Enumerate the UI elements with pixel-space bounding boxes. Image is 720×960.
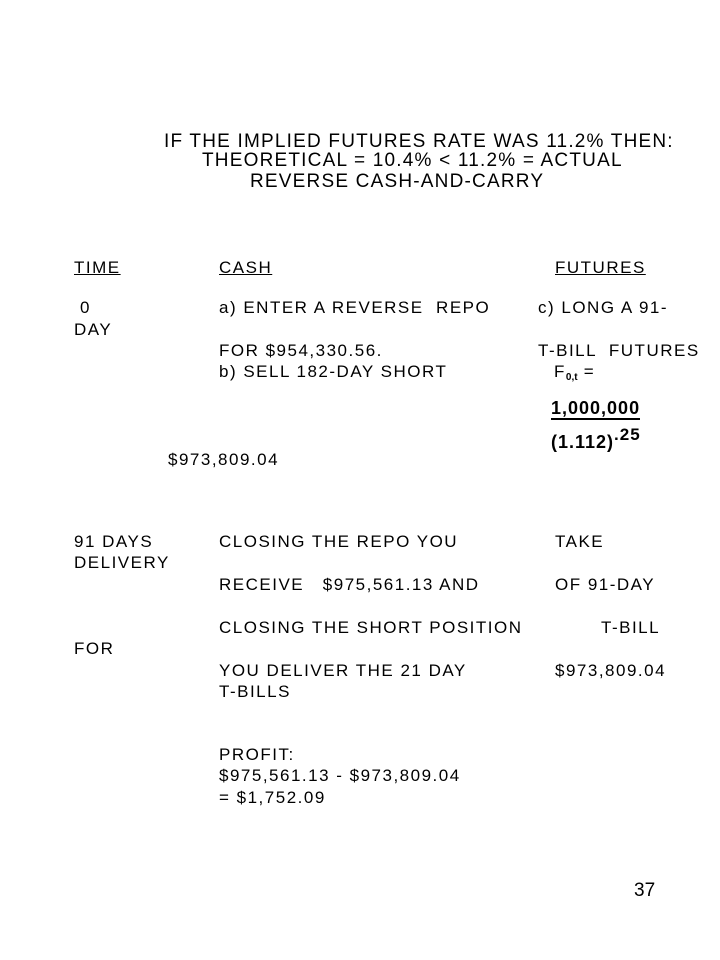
futures-price-formula-label [554, 362, 595, 388]
cash-step-a: a) ENTER A REVERSE REPO [219, 298, 491, 317]
time-zero: 0 [80, 298, 91, 317]
futures-price-amount: $973,809.04 [168, 450, 280, 469]
header-cash: CASH [219, 258, 273, 277]
formula-numerator: 1,000,000 [551, 398, 641, 418]
profit-calculation: $975,561.13 - $973,809.04 [219, 766, 461, 785]
formula-equals: = [577, 362, 596, 381]
futures-take: TAKE [555, 532, 605, 551]
formula-exponent: .25 [614, 425, 641, 444]
formula-f: F [554, 362, 566, 381]
futures-step-c: c) LONG A 91- [538, 298, 669, 317]
time-91-days: 91 DAYS [74, 532, 154, 551]
title-line-3: REVERSE CASH-AND-CARRY [250, 171, 545, 192]
futures-tbill-futures: T-BILL FUTURES [538, 341, 700, 360]
page-number: 37 [634, 880, 656, 901]
cash-deliver: YOU DELIVER THE 21 DAY [219, 661, 467, 680]
futures-for: FOR [74, 639, 115, 658]
profit-label: PROFIT: [219, 745, 295, 764]
cash-close-short: CLOSING THE SHORT POSITION [219, 618, 523, 637]
futures-of-91-day: OF 91-DAY [555, 575, 656, 594]
header-time: TIME [74, 258, 121, 277]
futures-tbill: T-BILL [601, 618, 661, 637]
profit-result: = $1,752.09 [219, 788, 326, 807]
cash-repo-amount: FOR $954,330.56. [219, 341, 383, 360]
futures-step-c-day: DAY [74, 320, 113, 339]
title-line-1: IF THE IMPLIED FUTURES RATE WAS 11.2% THEN: [164, 131, 674, 152]
cash-tbills: T-BILLS [219, 682, 291, 701]
cash-step-b: b) SELL 182-DAY SHORT [219, 362, 448, 381]
futures-amount: $973,809.04 [555, 661, 667, 680]
title-line-2: THEORETICAL = 10.4% < 11.2% = ACTUAL [202, 150, 623, 171]
formula-denominator [551, 425, 641, 452]
cash-close-repo: CLOSING THE REPO YOU [219, 532, 459, 551]
formula-subscript: 0,t [565, 372, 578, 383]
formula-denominator-base: (1.112) [551, 432, 615, 452]
futures-delivery: DELIVERY [74, 553, 170, 572]
header-futures: FUTURES [555, 258, 646, 277]
cash-receive: RECEIVE $975,561.13 AND [219, 575, 480, 594]
